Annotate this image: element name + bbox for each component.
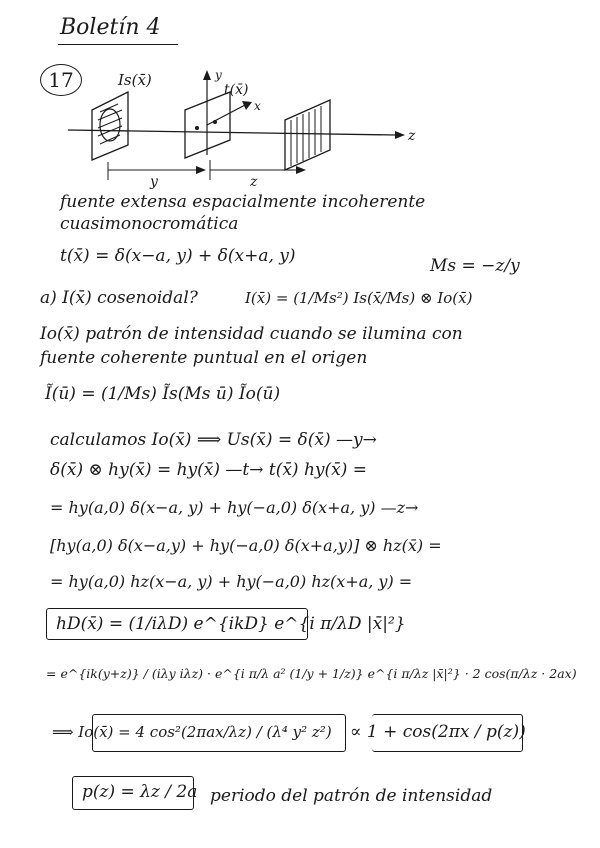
text-line: fuente coherente puntual en el origen: [40, 348, 368, 368]
formula-line: hD(x̄) = (1/iλD) e^{ikD} e^{i π/λD |x̄|²}: [56, 614, 406, 634]
formula-line: Ms = −z/y: [430, 256, 520, 276]
z-axis-label: z: [408, 128, 416, 144]
page-title: Boletín 4: [60, 15, 161, 40]
formula-line: Ĩ(ū) = (1/Ms) Ĩs(Ms ū) Ĩo(ū): [45, 384, 281, 404]
formula-line: calculamos Io(x̄) ⟹ Us(x̄) = δ(x̄) —y→: [50, 430, 377, 450]
formula-line: ∝ 1 + cos(2πx / p(z)): [350, 722, 526, 742]
formula-line: I(x̄) = (1/Ms²) Is(x̄/Ms) ⊗ Io(x̄): [245, 289, 473, 307]
formula-line: δ(x̄) ⊗ hy(x̄) = hy(x̄) —t→ t(x̄) hy(x̄) =: [50, 460, 368, 480]
text-line: periodo del patrón de intensidad: [210, 786, 493, 806]
mask-label: t(x̄): [224, 82, 249, 98]
formula-line: ⟹ Io(x̄) = 4 cos²(2πax/λz) / (λ⁴ y² z²): [52, 723, 332, 741]
formula-line: t(x̄) = δ(x−a, y) + δ(x+a, y): [60, 246, 296, 266]
x-axis-label: x: [254, 99, 261, 113]
source-label: Is(x̄): [118, 71, 152, 89]
formula-line: = hy(a,0) hz(x−a, y) + hy(−a,0) hz(x+a, y) =: [50, 572, 413, 591]
problem-number: 17: [40, 64, 82, 96]
formula-line: = e^{ik(y+z)} / (iλy iλz) · e^{i π/λ a² (1/y + 1/z)} e^{i π/λz |x̄|²} · 2 cos(π/λz · 2ax): [46, 666, 577, 681]
text-line: cuasimonocromática: [60, 214, 239, 234]
formula-line: [hy(a,0) δ(x−a,y) + hy(−a,0) δ(x+a,y)] ⊗ hz(x̄) =: [50, 536, 442, 555]
text-line: Io(x̄) patrón de intensidad cuando se ilumina con: [40, 324, 463, 344]
y-axis-label: y: [215, 68, 222, 82]
distance-z-label: z: [250, 174, 258, 190]
text-line: fuente extensa espacialmente incoherente: [60, 192, 426, 212]
formula-line: = hy(a,0) δ(x−a, y) + hy(−a,0) δ(x+a, y) —z→: [50, 498, 419, 517]
distance-y-label: y: [150, 174, 158, 190]
formula-line: p(z) = λz / 2a: [82, 782, 198, 802]
question-a: a) I(x̄) cosenoidal?: [40, 288, 198, 308]
